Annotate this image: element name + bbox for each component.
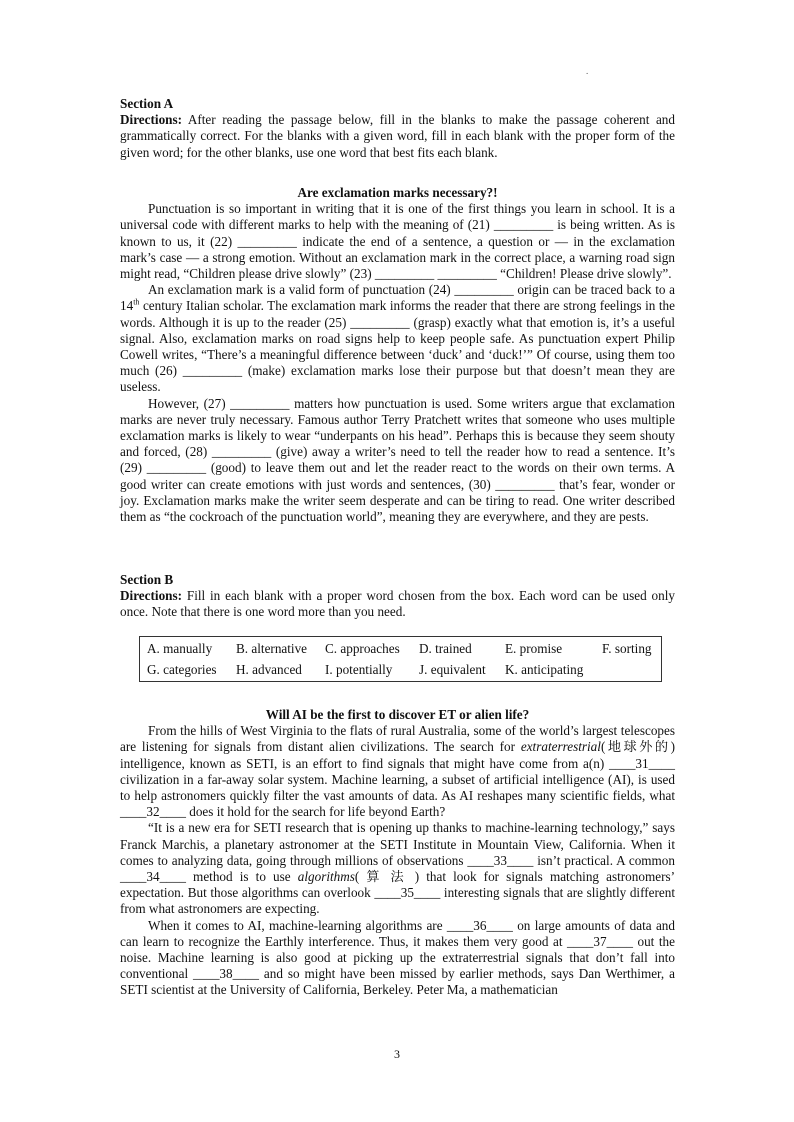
section-a-header (120, 96, 675, 161)
section-b-heading: Section B (120, 572, 174, 587)
passage-b-p2-part1: “It is a new era for SETI research that is opening up thanks to machine-learning technology,” says Franck Marchis, a planetary astronomer at the SETI Institute in Mountain View, California. When it comes to analyzing data, going through millions of observations ____33____ isn’t practical. A common ____34____ method is to use (120, 820, 675, 885)
passage-a-p2-part2: century Italian scholar. The exclamation mark informs the reader that there are strong feelings in the words. Although it is up to the reader (25) _________ (grasp) exactly what that emotion is, it’s a useful signal. Also, exclamation marks on road signs help to keep people safe. As punctuation expert Philip Cowell writes, “There’s a meaningful difference between ‘duck’ and ‘duck!’” Of course, using them too much (26) _________ (make) exclamation marks lose their purpose but that doesn’t mean they are useless. (120, 298, 675, 395)
word-box (139, 636, 662, 682)
corner-mark: . (586, 66, 589, 76)
passage-a-p2-superscript: th (133, 298, 140, 308)
word-option: K. anticipating (505, 662, 584, 677)
passage-b-p1-part1: From the hills of West Virginia to the flats of rural Australia, some of the world’s largest telescopes are listening for signals from distant alien civilizations. The search for (120, 723, 675, 755)
passage-a-p2-part1: An exclamation mark is a valid form of punctuation (24) _________ origin can be traced back to a 14 (120, 282, 675, 314)
section-a-passage (120, 185, 675, 525)
section-b-passage (120, 707, 675, 999)
passage-a-paragraph-2 (120, 282, 675, 395)
section-a-directions (120, 112, 675, 161)
section-a-directions-text: After reading the passage below, fill in the blanks to make the passage coherent and grammatically correct. For the blanks with a given word, fill in each blank with the proper form of the given word; for the other blanks, use one word that best fits each blank. (120, 112, 675, 160)
passage-b-p1-term: extraterrestrial (520, 739, 601, 755)
page-number: 3 (394, 1047, 400, 1061)
word-option: G. categories (147, 662, 217, 677)
section-b-directions-label: Directions: (120, 588, 183, 604)
passage-b-p2-part2: ( 算 法 ) that look for signals matching astronomers’ expectation. But those algorithms can overlook ____35____ interesting signals that are slightly different from what astronomers are expecting. (120, 869, 675, 917)
passage-b-paragraph-1 (120, 723, 675, 820)
passage-a-paragraph-1: Punctuation is so important in writing that it is one of the first things you learn in school. It is a universal code with different marks to help with the meaning of (21) _________ is being written. As is known to us, it (22) _________ indicate the end of a sentence, a question or — in the exclamation mark’s case — a strong emotion. Without an exclamation mark in the correct place, a warning road sign might read, “Children please drive slowly” (23) _________ _________ “Children! Please drive slowly”. (120, 201, 675, 282)
word-option: B. alternative (236, 641, 308, 656)
passage-b-paragraph-3: When it comes to AI, machine-learning algorithms are ____36____ on large amounts of data and can learn to recognize the Earthly interference. Thus, it makes them very good at ____37____ out the noise. Machine learning is also good at picking up the extraterrestrial signals that don’t fall into conventional ____38____ and so might have been missed by earlier methods, says Dan Werthimer, a SETI scientist at the University of California, Berkeley. Peter Ma, a mathematician (120, 917, 675, 998)
word-option: F. sorting (602, 641, 652, 656)
section-a-heading: Section A (120, 96, 174, 111)
section-b-header (120, 572, 675, 621)
passage-b-title: Will AI be the first to discover ET or alien life? (265, 707, 530, 722)
word-option: C. approaches (325, 641, 400, 656)
passage-b-paragraph-2 (120, 820, 675, 917)
word-option: E. promise (505, 641, 563, 656)
passage-a-title: Are exclamation marks necessary?! (297, 185, 498, 200)
word-option: A. manually (147, 641, 213, 656)
passage-b-p1-part2: (地球外的) intelligence, known as SETI, is an effort to find signals that might have come from a(n) ____31____ civilization in a far-away solar system. Machine learning, a subset of artificial intelligence (AI), is used to help astronomers quickly filter the vast amounts of data. As AI reshapes many scientific fields, what ____32____ does it hold for the search for life beyond Earth? (120, 739, 675, 820)
word-option: H. advanced (236, 662, 302, 677)
passage-b-p2-term: algorithms (297, 869, 355, 885)
passage-a-paragraph-3: However, (27) _________ matters how punctuation is used. Some writers argue that exclamation marks are never truly necessary. Famous author Terry Pratchett writes that someone who uses multiple exclamation marks is likely to wear “underpants on his head”. Perhaps this is because they seem shouty and forced, (28) _________ (give) away a writer’s need to tell the reader how to read a sentence. It’s (29) _________ (good) to leave them out and let the reader react to the words on their own terms. A good writer can create emotions with just words and sentences, (30) _________ that’s fear, wonder or joy. Exclamation marks make the writer seem desperate and can be tiring to read. One writer described them as “the cockroach of the punctuation world”, meaning they are everywhere, and they are pests. (120, 395, 675, 525)
word-option: I. potentially (325, 662, 393, 677)
word-option: J. equivalent (419, 662, 486, 677)
section-b-directions (120, 588, 675, 620)
section-b-directions-text: Fill in each blank with a proper word chosen from the box. Each word can be used only once. Note that there is one word more than you need. (120, 588, 675, 620)
word-option: D. trained (419, 641, 472, 656)
section-a-directions-label: Directions: (120, 112, 183, 128)
